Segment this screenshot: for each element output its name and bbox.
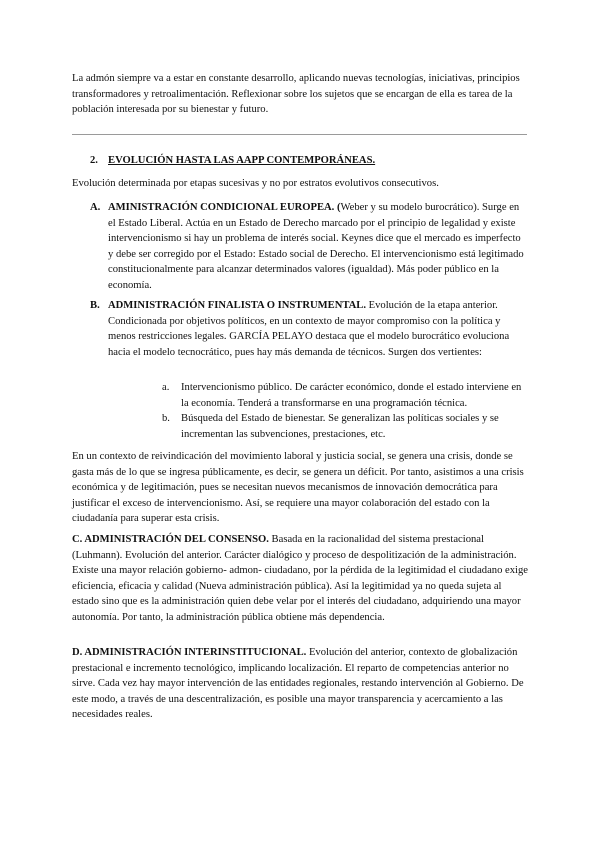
intro-paragraph: La admón siempre va a estar en constante desarrollo, aplicando nuevas tecnologías, iniciativas, principios transformadores y retroalimentación. Reflexionar sobre los sujetos que se encargan de ella es tarea de la población interesada por su bienestar y futuro. <box>72 73 520 116</box>
item-d-paragraph <box>72 645 528 723</box>
list-item-b-text: Evolución de la etapa anterior. Condicionada por objetivos políticos, en un contexto de mayor compromiso con la política y menos restricciones legales. GARCÍA PELAYO destaca que el modelo burocrático evoluciona hacia el modelo tecnocrático, pues hay más demanda de técnicos. Surgen dos vertientes: <box>108 300 510 358</box>
list-marker-a: A. <box>90 202 101 213</box>
context-paragraph: En un contexto de reivindicación del movimiento laboral y justicia social, se genera una crisis, donde se gasta más de lo que se ingresa públicamente, es decir, se genera un déficit. Por tanto, asistimos a una crisis económica y de legitimación, pues se necesitan nuevos mecanismos de innovación democrática para justificar el exceso de intervencionismo. Así, se requiere una mayor colaboración del estado con la ciudadanía para superar esta crisis. <box>72 451 524 525</box>
item-c-paragraph <box>72 532 528 626</box>
section-number: 2. <box>90 155 98 166</box>
sublist-item-a <box>162 380 528 411</box>
list-item-b-title: ADMINISTRACIÓN FINALISTA O INSTRUMENTAL. <box>108 300 367 311</box>
section-heading <box>90 153 375 169</box>
sublist-marker-a: a. <box>162 382 170 393</box>
list-item-a-title: AMINISTRACIÓN CONDICIONAL EUROPEA. ( <box>108 202 341 213</box>
horizontal-divider <box>72 134 527 135</box>
item-c-text: Basada en la racionalidad del sistema prestacional (Luhmann). Evolución del anterior. Carácter dialógico y proceso de despolitización de la administración. Existe una mayor relación gobierno- admon- ciudadano, por la pérdida de la legitimidad el ciudadano exige eficiencia, eficacia y calidad (Nueva administración pública). Así la legitimidad ya no queda sujeta al estado sino que es la administración quien debe velar por el interés del ciudadano, adquiriendo una mayor autonomía. Por tanto, la administración pública obtiene más dependencia. <box>72 534 528 623</box>
sublist-item-b-text: Búsqueda del Estado de bienestar. Se generalizan las políticas sociales y se incrementan las subvenciones, prestaciones, etc. <box>181 413 499 440</box>
list-item-a-body <box>108 200 528 294</box>
list-item-b-body <box>108 298 528 360</box>
item-d-title: D. ADMINISTRACIÓN INTERINSTITUCIONAL. <box>72 647 307 658</box>
list-item-a-text: Weber y su modelo burocrático). Surge en el Estado Liberal. Actúa en un Estado de Derecho marcado por el principio de legalidad y existe intervencionismo si hay un problema de interés social. Keynes dice que el mercado es imperfecto y debe ser corregido por el Estado: Estado social de Derecho. El intervencionismo está legitimado constitucionalmente para alcanzar determinados valores (igualdad). Más poder público en la economía. <box>108 202 524 291</box>
sublist-marker-b: b. <box>162 413 170 424</box>
evolution-paragraph: Evolución determinada por etapas sucesivas y no por estratos evolutivos consecutivos. <box>72 178 439 189</box>
list-item-a <box>90 200 528 294</box>
sublist-item-a-text: Intervencionismo público. De carácter económico, donde el estado interviene en la economía. Tenderá a transformarse en una programación técnica. <box>181 382 522 409</box>
list-item-b <box>90 298 528 360</box>
item-d-text: Evolución del anterior, contexto de globalización prestacional e incremento tecnológico, implicando localización. El reparto de competencias anterior no sirve. Cada vez hay mayor intervención de las entidades regionales, restando intervención al Gobierno. De este modo, a través de una descentralización, es posible una mayor transparencia y acercamiento a las necesidades reales. <box>72 647 524 721</box>
section-title: EVOLUCIÓN HASTA LAS AAPP CONTEMPORÁNEAS. <box>108 155 376 166</box>
item-c-title: C. ADMINISTRACIÓN DEL CONSENSO. <box>72 534 269 545</box>
sublist-item-b <box>162 411 528 442</box>
list-marker-b: B. <box>90 300 100 311</box>
